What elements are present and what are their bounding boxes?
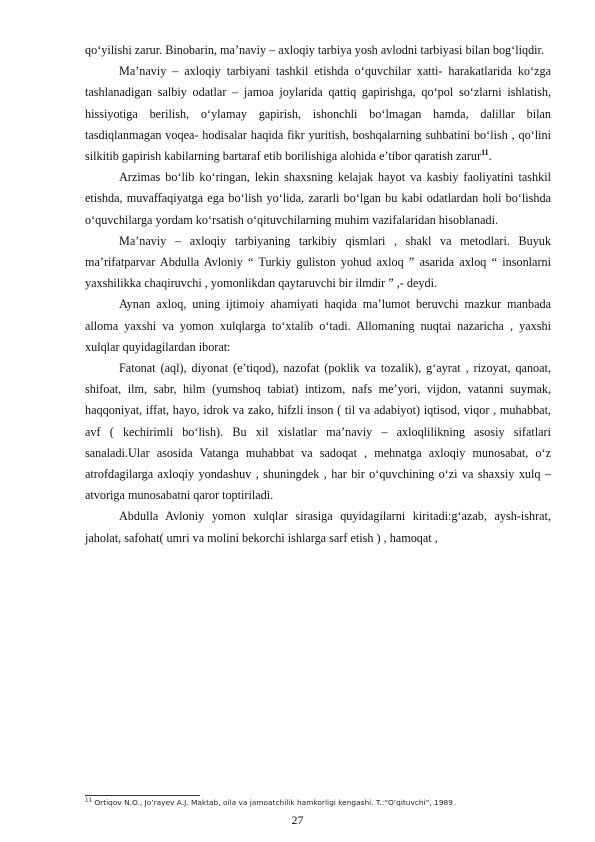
- footnote-reference[interactable]: 11: [481, 147, 489, 157]
- paragraph-3: Arzimas bo‘lib ko‘ringan, lekin shaxsning kelajak hayot va kasbiy faoliyatini tashkil etishda, muvaffaqiyatga ega bo‘lish yo‘lida, zararli bo‘lgan bu kabi odatlardan holi bo‘lishda o‘quvchilarga yordam ko‘rsatish o‘qituvchilarning muhim vazifalaridan hisoblanadi.: [85, 170, 551, 227]
- paragraph-2: [85, 61, 551, 167]
- paragraph-1: qo‘yilishi zarur. Binobarin, ma’naviy – axloqiy tarbiya yosh avlodni tarbiyasi bilan bog‘liqdir.: [85, 43, 544, 57]
- paragraph-5: Aynan axloq, uning ijtimoiy ahamiyati haqida ma’lumot beruvchi mazkur manbada alloma yaxshi va yomon xulqlarga to‘xtalib o‘tadi. Allomaning nuqtai nazaricha , yaxshi xulqlar quyidagilardan iborat:: [85, 297, 551, 354]
- footnote-separator: [85, 795, 200, 796]
- paragraph-4: Ma’naviy – axloqiy tarbiyaning tarkibiy qismlari , shakl va metodlari. Buyuk ma’rifatparvar Abdulla Avloniy “ Turkiy guliston yohud axloq ” asarida axloq “ insonlarni yaxshilikka chaqiruvchi , yomonlikdan qaytaruvchi bir ilmdir ” ,- deydi.: [85, 233, 551, 291]
- paragraph-2-text: Ma’naviy – axloqiy tarbiyani tashkil etishda o‘quvchilar xatti- harakatlarida ko‘zga tashlanadigan salbiy odatlar – jamoa joylarida qattiq gapirishga, qo‘pol so‘zlarni ishlatish, hissiyotiga berilish, o‘ylamay gapirish, ishonchli bo‘lmagan hamda, dalillar bilan tasdiqlanmagan voqea- hodisalar haqida fikr yuritish, boshqalarning suhbatini bo‘lish , qo‘lini silkitib gapirish kabilarning bartaraf etib borilishiga alohida e’tibor qaratish zarur: [85, 64, 551, 164]
- paragraph-6: Fatonat (aql), diyonat (e’tiqod), nazofat (poklik va tozalik), g‘ayrat , rizoyat, qanoat, shifoat, ilm, sabr, hilm (yumshoq tabiat) intizom, nafs me’yori, vijdon, vatanni suymak, haqqoniyat, iffat, hayo, idrok va zako, hifzli inson ( til va adabiyot) iqtisod, viqor , muhabbat, avf ( kechirimli bo‘lish). Bu xil xislatlar ma’naviy – axloqlilikning asosiy sifatlari sanaladi.Ular asosida Vatanga muhabbat va sadoqat , mehnatga axloqiy munosabat, o‘z atrofdagilarga axloqiy yondashuv , shuningdek , har bir o‘quvchining o‘zi va shaxsiy xulq – atvoriga munosabatni qaror toptiriladi.: [85, 361, 551, 503]
- footnote-number: 11: [85, 797, 92, 804]
- paragraph-2-end: .: [488, 149, 492, 164]
- paragraph-7: Abdulla Avloniy yomon xulqlar sirasiga quyidagilarni kiritadi:g‘azab, aysh-ishrat, jaholat, safohat( umri va molini bekorchi ishlarga sarf etish ) , hamoqat ,: [85, 509, 551, 545]
- document-body: [85, 40, 551, 549]
- footnote: [85, 798, 555, 808]
- footnote-text: Ortiqov N.O., Jo’rayev A.J. Maktab, oila va jamoatchilik hamkorligi kengashi. T.:“O’qituvchi”, 1989.: [92, 798, 456, 807]
- page-number: 27: [291, 813, 304, 827]
